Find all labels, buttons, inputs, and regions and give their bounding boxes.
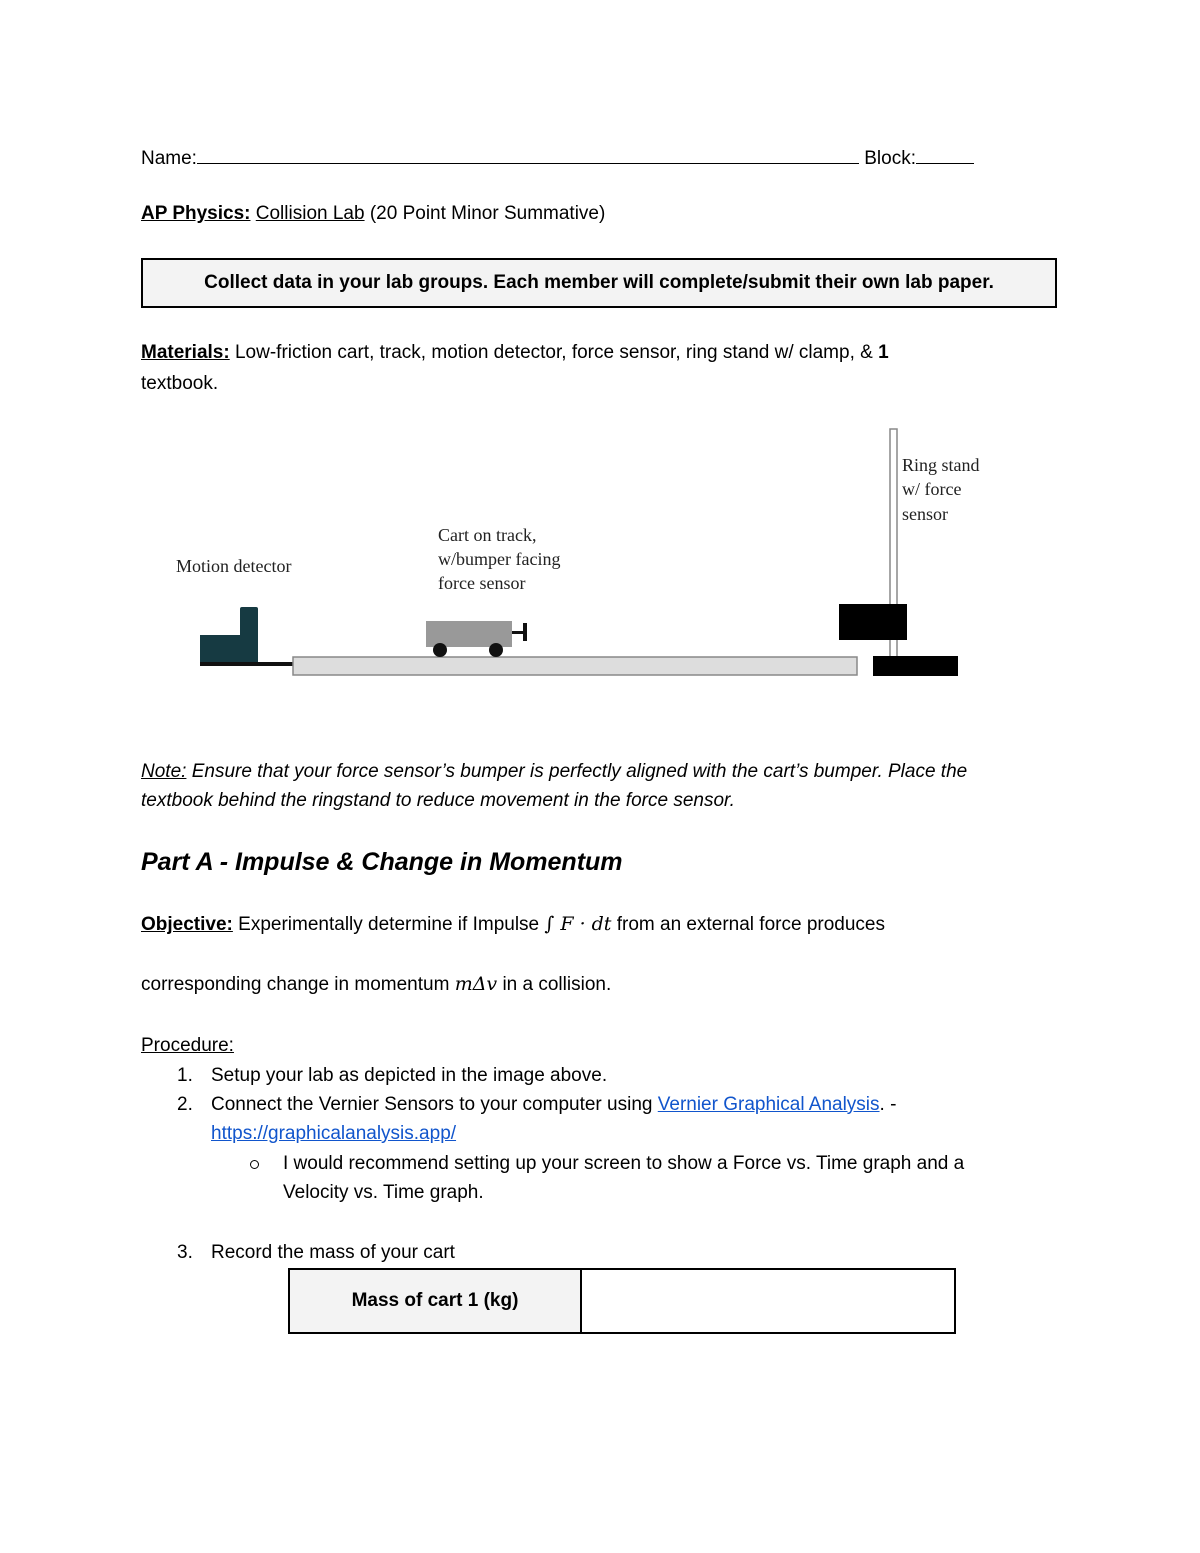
note-text-1: Ensure that your force sensor’s bumper is perfectly aligned with the cart’s bumper. Place the: [191, 761, 968, 782]
mass-header-cell: Mass of cart 1 (kg): [289, 1269, 581, 1333]
materials-label: Materials:: [141, 342, 230, 363]
step-2-number: 2.: [177, 1094, 193, 1115]
sub-bullet-line-2: Velocity vs. Time graph.: [283, 1182, 484, 1203]
step-1-text: Setup your lab as depicted in the image above.: [211, 1065, 608, 1086]
table-row: [289, 1269, 955, 1333]
materials-text: Low-friction cart, track, motion detector, force sensor, ring stand w/ clamp, &: [234, 342, 873, 363]
lab-name: Collision Lab: [255, 203, 365, 224]
graphical-analysis-url-link[interactable]: https://graphicalanalysis.app/: [211, 1123, 457, 1144]
objective-text-post: from an external force produces: [616, 914, 885, 935]
momentum-formula: mΔv: [454, 973, 498, 995]
objective-line2-pre: corresponding change in momentum: [141, 974, 450, 995]
step-2-post: . -: [879, 1094, 897, 1115]
materials-line-2: [141, 372, 218, 396]
name-label: Name:: [141, 148, 197, 169]
materials-line-1: [141, 341, 889, 365]
block-label: Block:: [864, 148, 916, 169]
step-2-line-1: [211, 1093, 896, 1117]
objective-line-1: [141, 912, 885, 937]
notice-box: [141, 258, 1057, 308]
step-3-number: 3.: [177, 1242, 193, 1263]
ring-stand-label-1: Ring stand: [902, 455, 980, 475]
header-line: [141, 143, 974, 171]
objective-label: Objective:: [141, 914, 233, 935]
step-3-text: Record the mass of your cart: [211, 1242, 455, 1263]
mass-table: [288, 1268, 956, 1334]
step-2-line-2: [211, 1122, 456, 1146]
page-title: [141, 202, 605, 226]
cart-icon: [426, 621, 527, 657]
mass-value-cell[interactable]: [581, 1269, 955, 1333]
notice-text: Collect data in your lab groups. Each member will complete/submit their own lab paper.: [204, 272, 994, 293]
vernier-link[interactable]: Vernier Graphical Analysis: [657, 1094, 880, 1115]
sub-bullet-icon: [250, 1160, 259, 1169]
motion-detector-label: Motion detector: [176, 556, 292, 576]
lab-setup-diagram: [0, 420, 1200, 690]
points-text: (20 Point Minor Summative): [369, 203, 606, 224]
motion-detector-icon: [200, 607, 294, 666]
note-label: Note:: [141, 761, 187, 782]
objective-text-pre: Experimentally determine if Impulse: [238, 914, 540, 935]
cart-label-1: Cart on track,: [438, 525, 537, 545]
note-line-2: [141, 789, 735, 813]
step-2-text: Connect the Vernier Sensors to your computer using: [211, 1094, 653, 1115]
impulse-formula: ∫ F · dt: [544, 913, 612, 935]
materials-count: 1: [878, 342, 889, 363]
procedure-label: Procedure:: [141, 1035, 234, 1056]
note-line-1: [141, 760, 967, 784]
cart-label-3: force sensor: [438, 573, 526, 593]
track: [293, 657, 857, 675]
ring-stand-label-3: sensor: [902, 504, 948, 524]
ring-stand-label-2: w/ force: [902, 479, 962, 499]
objective-line-2: [141, 972, 611, 997]
sub-bullet-line-1: I would recommend setting up your screen to show a Force vs. Time graph and a: [283, 1153, 965, 1174]
cart-label-2: w/bumper facing: [438, 549, 561, 569]
name-field[interactable]: [197, 143, 859, 164]
part-a-heading: Part A - Impulse & Change in Momentum: [141, 848, 623, 876]
objective-line2-post: in a collision.: [502, 974, 612, 995]
step-1-number: 1.: [177, 1065, 193, 1086]
course-name: AP Physics:: [141, 203, 251, 224]
block-field[interactable]: [916, 143, 974, 164]
note-text-2: textbook behind the ringstand to reduce movement in the force sensor.: [141, 790, 735, 811]
materials-text-2: textbook.: [141, 373, 219, 394]
